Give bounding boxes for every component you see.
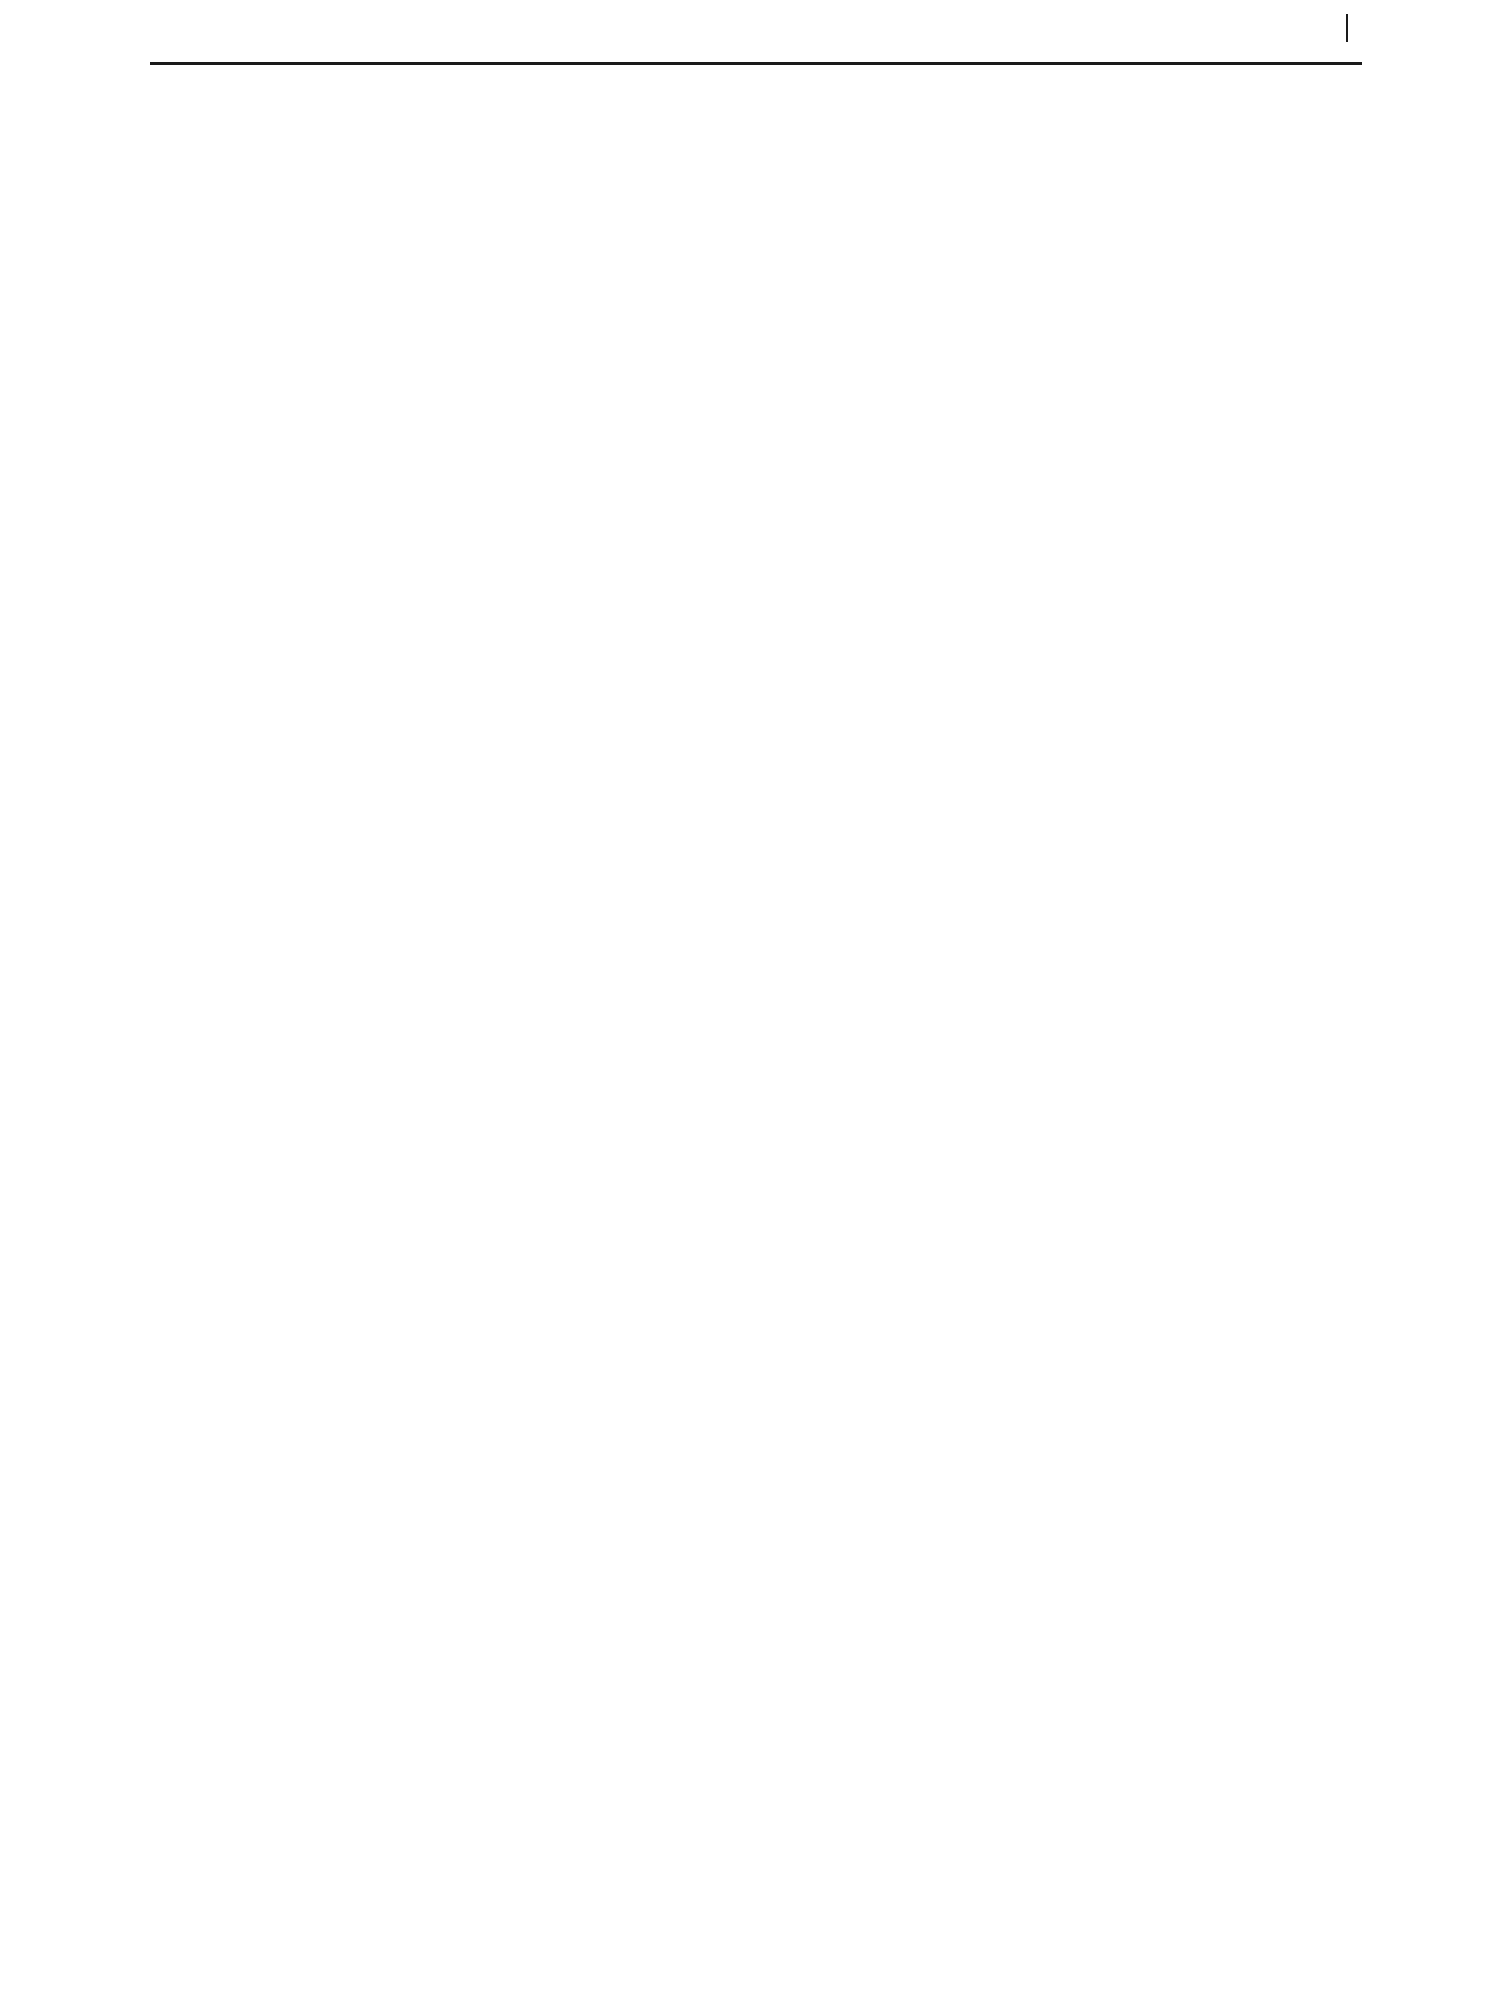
header-rule [150, 62, 1362, 65]
running-head [0, 14, 1362, 43]
header-separator [1346, 14, 1348, 42]
